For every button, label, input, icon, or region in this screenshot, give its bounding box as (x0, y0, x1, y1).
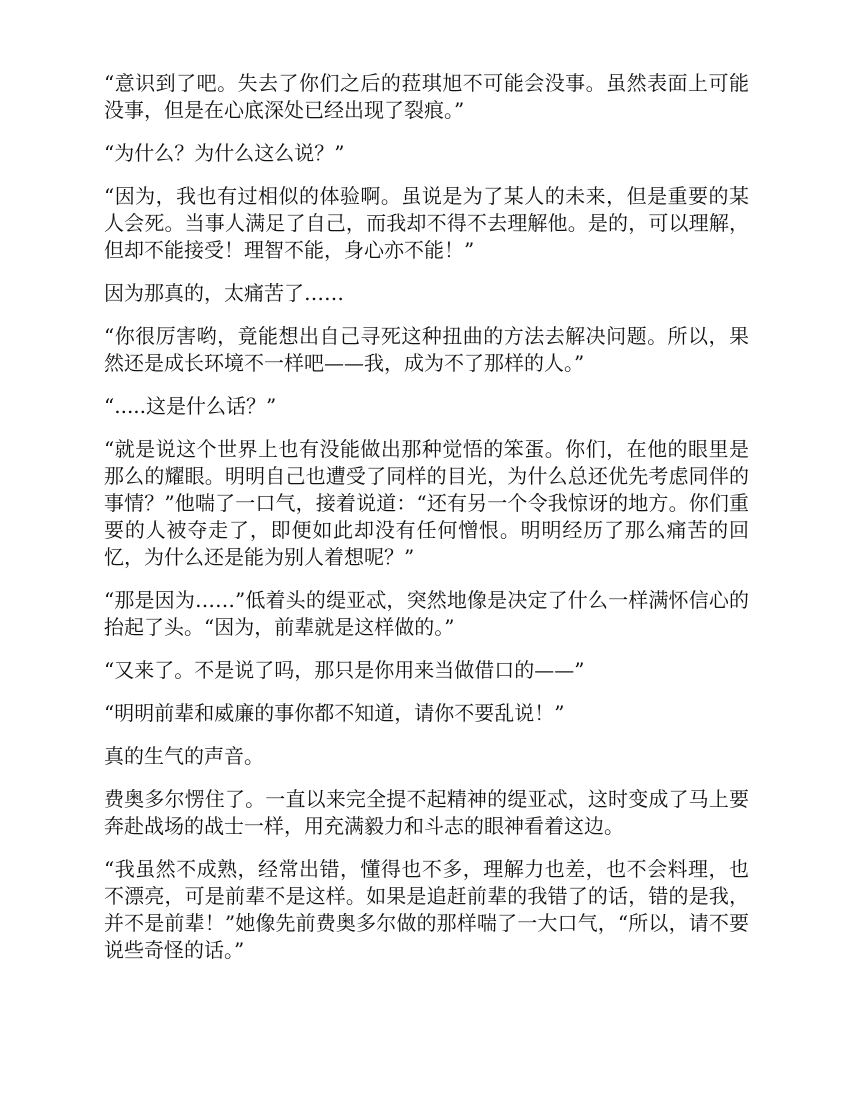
paragraph: 因为那真的，太痛苦了…… (104, 281, 344, 305)
paragraph: “又来了。不是说了吗，那只是你用来当做借口的——” (104, 658, 585, 682)
paragraph: 费奥多尔愣住了。一直以来完全提不起精神的缇亚忒，这时变成了马上要奔赴战场的战士一样，用充满毅力和斗志的眼神看着这边。 (104, 787, 749, 838)
paragraph: “明明前辈和威廉的事你都不知道，请你不要乱说！” (104, 701, 565, 725)
paragraph: “我虽然不成熟，经常出错，懂得也不多，理解力也差，也不会料理，也不漂亮，可是前辈不是这样。如果是追赶前辈的我错了的话，错的是我，并不是前辈！”她像先前费奥多尔做的那样喘了一大口气，“所以，请不要说些奇怪的话。” (104, 857, 749, 962)
document-page (104, 70, 749, 980)
paragraph: “意识到了吧。失去了你们之后的菈琪旭不可能会没事。虽然表面上可能没事，但是在心底深处已经出现了裂痕。” (104, 71, 749, 122)
paragraph: 真的生气的声音。 (104, 744, 264, 768)
paragraph: “那是因为……”低着头的缇亚忒，突然地像是决定了什么一样满怀信心的抬起了头。“因为，前辈就是这样做的。” (104, 588, 749, 639)
paragraph: “你很厉害哟，竟能想出自己寻死这种扭曲的方法去解决问题。所以，果然还是成长环境不一样吧——我，成为不了那样的人。” (104, 324, 749, 375)
paragraph: “因为，我也有过相似的体验啊。虽说是为了某人的未来，但是重要的某人会死。当事人满足了自己，而我却不得不去理解他。是的，可以理解，但却不能接受！理智不能，身心亦不能！” (104, 184, 749, 262)
paragraph: “.....这是什么话？” (104, 394, 277, 418)
paragraph: “就是说这个世界上也有没能做出那种觉悟的笨蛋。你们，在他的眼里是那么的耀眼。明明自己也遭受了同样的目光，为什么总还优先考虑同伴的事情？”他喘了一口气，接着说道：“还有另一个令我惊讶的地方。你们重要的人被夺走了，即便如此却没有任何憎恨。明明经历了那么痛苦的回忆，为什么还是能为别人着想呢？” (104, 437, 749, 569)
paragraph: “为什么？为什么这么说？” (104, 141, 345, 165)
